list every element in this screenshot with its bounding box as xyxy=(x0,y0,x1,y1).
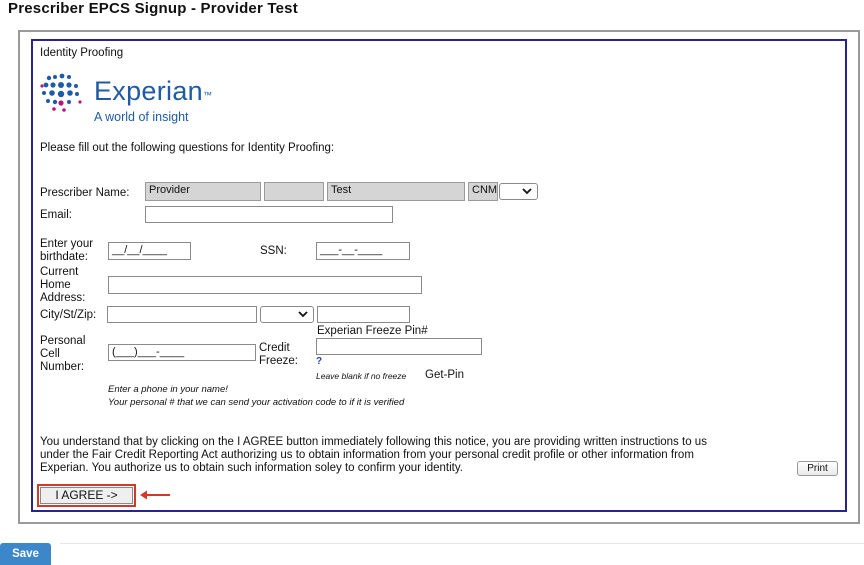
experian-tagline: A world of insight xyxy=(94,110,189,124)
prescriber-name-label: Prescriber Name: xyxy=(40,187,130,199)
email-field[interactable] xyxy=(145,206,393,223)
city-field[interactable] xyxy=(107,306,257,323)
freeze-pin-label: Experian Freeze Pin# xyxy=(317,325,428,337)
footer-divider xyxy=(60,543,864,544)
save-button[interactable]: Save xyxy=(0,543,51,565)
birthdate-label-line2: birthdate: xyxy=(40,251,88,263)
address-label-line3: Address: xyxy=(40,292,86,304)
zip-field[interactable] xyxy=(317,306,410,323)
section-title: Identity Proofing xyxy=(40,47,124,59)
phone-hint-line2: Your personal # that we can send your activation code to if it is verified xyxy=(108,397,405,408)
email-label: Email: xyxy=(40,209,72,221)
freeze-note: Leave blank if no freeze xyxy=(316,371,407,381)
ssn-field[interactable]: ___-__-____ xyxy=(316,242,410,260)
prescriber-suffix-select[interactable] xyxy=(499,183,538,200)
intro-text: Please fill out the following questions for Identity Proofing: xyxy=(40,142,335,154)
get-pin-link[interactable]: Get-Pin xyxy=(425,369,464,381)
agreement-line3: Experian. You authorize us to obtain such information soley to confirm your identity. xyxy=(40,462,463,474)
ssn-label: SSN: xyxy=(260,245,287,257)
trademark-mark: ™ xyxy=(202,90,213,100)
chevron-down-icon xyxy=(522,186,532,196)
birthdate-field[interactable]: __/__/____ xyxy=(108,242,191,260)
red-arrow-icon xyxy=(139,488,171,500)
state-select[interactable] xyxy=(260,306,314,323)
address-label-line1: Current xyxy=(40,266,79,278)
prescriber-credential-field[interactable]: CNM xyxy=(468,182,498,201)
experian-logo-icon xyxy=(40,72,92,112)
prescriber-middle-name-field[interactable] xyxy=(264,182,324,201)
agreement-line2: under the Fair Credit Reporting Act authorizing us to obtain information from your personal credit profile or other information from xyxy=(40,449,694,461)
city-st-zip-label: City/St/Zip: xyxy=(40,309,97,321)
cell-label-line3: Number: xyxy=(40,361,85,373)
page-title: Prescriber EPCS Signup - Provider Test xyxy=(8,0,298,17)
cell-label-line2: Cell xyxy=(40,348,60,360)
chevron-down-icon xyxy=(298,309,308,319)
cell-label-line1: Personal xyxy=(40,335,86,347)
address-label-line2: Home xyxy=(40,279,71,291)
birthdate-label-line1: Enter your xyxy=(40,238,94,250)
prescriber-first-name-field[interactable]: Provider xyxy=(145,182,261,201)
i-agree-button[interactable]: I AGREE -> xyxy=(40,487,133,504)
agreement-line1: You understand that by clicking on the I AGREE button immediately following this notice, you are providing written instructions to us xyxy=(40,436,707,448)
home-address-field[interactable] xyxy=(108,276,422,294)
cell-number-field[interactable]: (___)___-____ xyxy=(108,344,256,361)
experian-logo-text xyxy=(94,76,212,106)
experian-brand: Experian xyxy=(94,76,203,106)
print-button[interactable]: Print xyxy=(797,461,838,476)
freeze-pin-field[interactable] xyxy=(316,338,482,355)
credit-freeze-label-line2: Freeze: xyxy=(259,355,298,367)
prescriber-last-name-field[interactable]: Test xyxy=(327,182,465,201)
credit-freeze-label-line1: Credit xyxy=(259,342,290,354)
phone-hint-line1: Enter a phone in your name! xyxy=(108,384,228,395)
help-question-icon[interactable]: ? xyxy=(316,356,323,367)
